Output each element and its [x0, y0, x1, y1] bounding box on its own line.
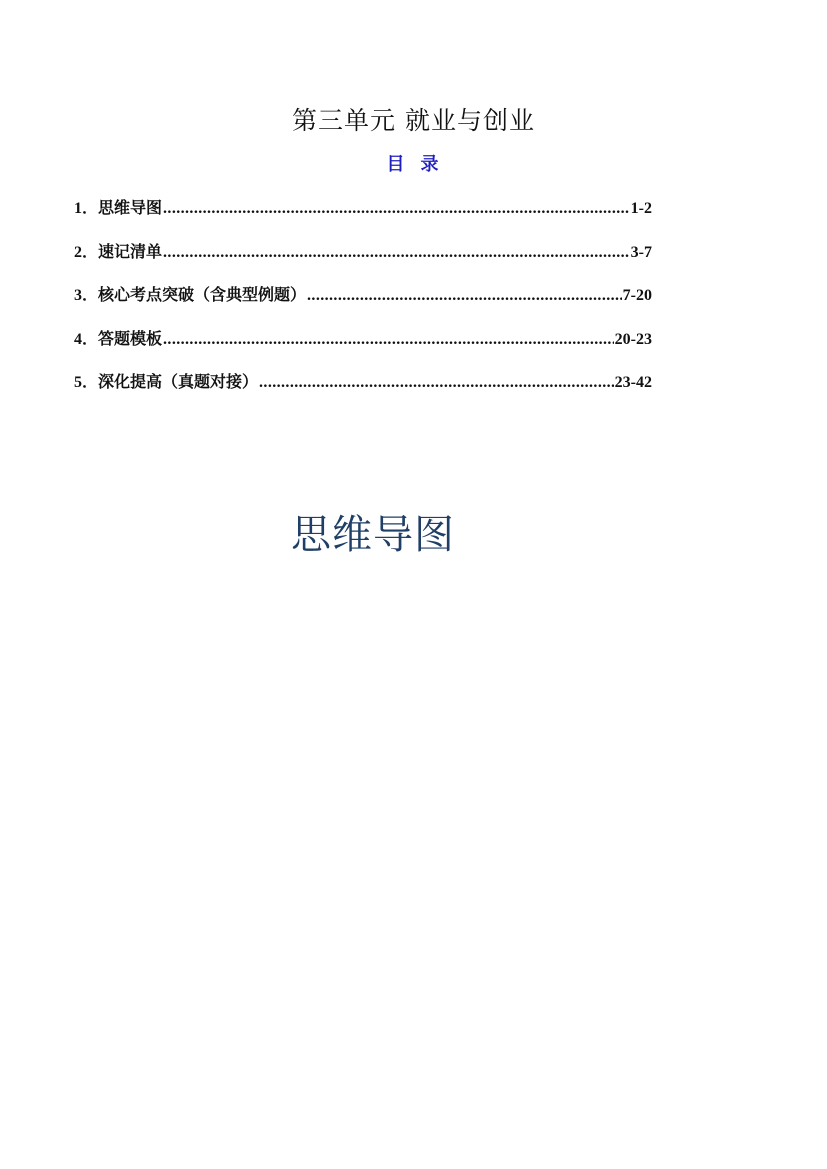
toc-dot-leader: [163, 197, 630, 221]
toc-entry-pages: 7-20: [622, 287, 652, 304]
toc-entry-label: 速记清单: [98, 241, 163, 261]
toc-entry-number: 2．: [74, 243, 99, 261]
section-heading: 思维导图: [291, 512, 455, 558]
toc-heading-char-2: 录: [420, 154, 441, 175]
toc-entry-number: 5．: [74, 374, 99, 391]
toc-dot-leader: [307, 284, 622, 308]
toc-heading: [0, 152, 827, 178]
page-title: 第三单元 就业与创业: [292, 106, 535, 135]
toc-entry-label: 核心考点突破（含典型例题）: [98, 285, 307, 304]
toc-heading-char-1: 目: [386, 154, 407, 175]
toc-entry-core-points[interactable]: [74, 283, 652, 327]
toc-entry-pages: 23-42: [614, 374, 652, 391]
toc-entry-answer-templates[interactable]: [74, 327, 652, 371]
table-of-contents: [74, 196, 652, 414]
toc-entry-number: 4．: [74, 330, 99, 348]
toc-entry-pages: 20-23: [614, 330, 652, 348]
toc-dot-leader: [259, 371, 614, 395]
toc-entry-label: 深化提高（真题对接）: [98, 372, 259, 391]
toc-dot-leader: [163, 328, 614, 352]
toc-entry-number: 3．: [74, 287, 99, 304]
toc-entry-label: 思维导图: [98, 198, 163, 217]
toc-dot-leader: [163, 241, 630, 265]
toc-entry-number: 1．: [74, 200, 99, 217]
toc-entry-quick-notes[interactable]: [74, 240, 652, 284]
toc-entry-label: 答题模板: [98, 328, 163, 348]
toc-entry-deepening[interactable]: [74, 370, 652, 414]
toc-entry-pages: 1-2: [630, 200, 652, 217]
toc-entry-mind-map[interactable]: [74, 196, 652, 240]
toc-entry-pages: 3-7: [630, 243, 652, 261]
